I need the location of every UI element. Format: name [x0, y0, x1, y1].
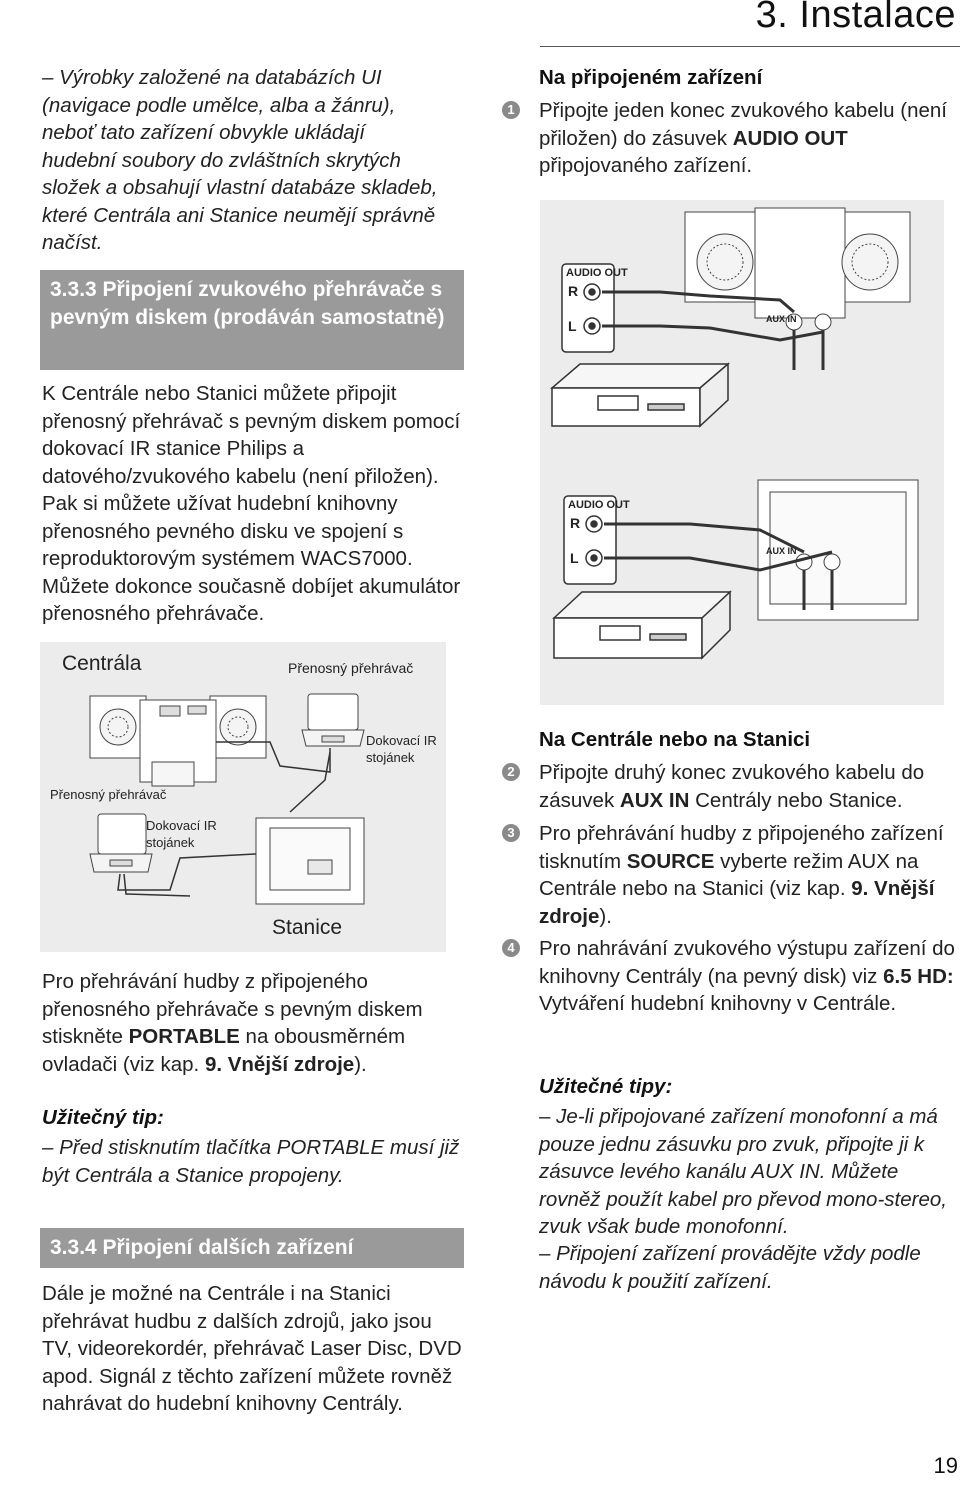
aux-in-label-bottom: AUX IN — [766, 546, 797, 556]
chapter-reference: 9. Vnější zdroje — [204, 1052, 355, 1076]
chapter-title: 3. Instalace — [755, 0, 956, 36]
figure-label-player-top: Přenosný přehrávač — [288, 660, 414, 676]
centrala-rear-illustration — [685, 208, 910, 330]
stanice-unit-illustration — [256, 818, 364, 904]
heading-on-centrala: Na Centrále nebo na Stanici — [539, 728, 811, 751]
step-number-4: 4 — [502, 939, 520, 957]
figure-label-stanice: Stanice — [272, 916, 343, 939]
play-paragraph: Pro přehrávání hudby z připojeného přenosného přehrávače s pevným diskem stiskněte PORTABLE na obousměrném ovladači (viz kap. 9. Vnější zdroje). — [42, 970, 423, 1076]
step-2: 2 Připojte druhý konec zvukového kabelu do zásuvek AUX IN Centrály nebo Stanice. — [502, 759, 960, 814]
docking-figure — [40, 642, 446, 952]
step-4: 4 Pro nahrávání zvukového výstupu zařízení do knihovny Centrály (na pevný disk) viz 6.5 HD: Vytváření hudební knihovny v Centrále. — [502, 935, 960, 1018]
header-divider — [540, 46, 960, 47]
docking-diagram — [40, 642, 446, 952]
note-paragraph: – Výrobky založené na databázích UI (navigace podle umělce, alba a žánru), neboť tato zařízení obvykle ukládají hudební soubory do zvláštních skrytých složek a obsahují vlastní databáze skladeb, které Centrála ani Stanice neumějí správně načíst. — [42, 66, 438, 254]
figure-label-dock-left: Dokovací IR stojánek — [146, 818, 217, 850]
tips-text-1: – Je-li připojované zařízení monofonní a má pouze jednu zásuvku pro zvuk, připojte ji k zásuvce levého kanálu AUX IN. Můžete rovněž použít kabel pro převod mono-stereo, zvuk však bude monofonní. — [539, 1105, 947, 1238]
source-device-bottom-illustration — [554, 592, 730, 658]
l-label-bottom: L — [570, 550, 579, 566]
tips-text-2: – Připojení zařízení provádějte vždy podle návodu k použití zařízení. — [539, 1242, 921, 1293]
tip-text: – Před stisknutím tlačítka PORTABLE musí již být Centrála a Stanice propojeny. — [42, 1136, 460, 1187]
aux-in-label-top: AUX IN — [766, 314, 797, 324]
step-number-3: 3 — [502, 824, 520, 842]
step-number-2: 2 — [502, 763, 520, 781]
audio-out-label-bottom: AUDIO OUT — [568, 499, 630, 511]
tip-heading: Užitečný tip: — [42, 1106, 164, 1129]
figure-label-centrala: Centrála — [62, 652, 142, 675]
page-number: 19 — [933, 1453, 958, 1478]
figure-label-player-left: Přenosný přehrávač — [50, 787, 167, 802]
centrala-unit-illustration — [90, 696, 266, 786]
portable-player-top-illustration — [302, 694, 364, 746]
r-label-top: R — [568, 283, 579, 299]
section-heading-3-3-4: 3.3.4 Připojení dalších zařízení — [40, 1228, 464, 1268]
portable-player-left-illustration — [90, 814, 152, 872]
audio-out-label-top: AUDIO OUT — [566, 267, 628, 279]
portable-keyword: PORTABLE — [128, 1025, 240, 1048]
audio-connection-figure — [540, 200, 944, 705]
step-1: 1 Připojte jeden konec zvukového kabelu (není přiložen) do zásuvek AUDIO OUT připojovaného zařízení. — [502, 97, 960, 180]
audio-connection-diagram — [540, 200, 944, 705]
other-devices-paragraph: Dále je možné na Centrále i na Stanici přehrávat hudbu z dalších zdrojů, jako jsou TV, videorekordér, přehrávač Laser Disc, DVD apod. Signál z těchto zařízení můžete rovněž nahrávat do hudební knihovny Centrály. — [42, 1282, 462, 1415]
section-heading-3-3-3: 3.3.3 Připojení zvukového přehrávače s pevným diskem (prodáván samostatně) — [40, 270, 464, 370]
step-number-1: 1 — [502, 101, 520, 119]
heading-on-device: Na připojeném zařízení — [539, 66, 763, 89]
r-label-bottom: R — [570, 515, 581, 531]
intro-paragraph: K Centrále nebo Stanici můžete připojit přenosný přehrávač s pevným diskem pomocí dokovací IR stanice Philips a datového/zvukového kabelu (není přiložen). Pak si můžete užívat hudební knihovny přenosného pevného disku ve spojení s reproduktorovým systémem WACS7000. Můžete dokonce současně dobíjet akumulátor přenosného přehrávače. — [42, 382, 461, 625]
source-device-top-illustration — [552, 364, 728, 426]
tips-heading: Užitečné tipy: — [539, 1075, 673, 1098]
step-3: 3 Pro přehrávání hudby z připojeného zařízení tisknutím SOURCE vyberte režim AUX na Centrále nebo na Stanici (viz kap. 9. Vnější zdroje). — [502, 820, 960, 930]
figure-label-dock-right: Dokovací IR stojánek — [366, 733, 437, 765]
l-label-top: L — [568, 318, 577, 334]
